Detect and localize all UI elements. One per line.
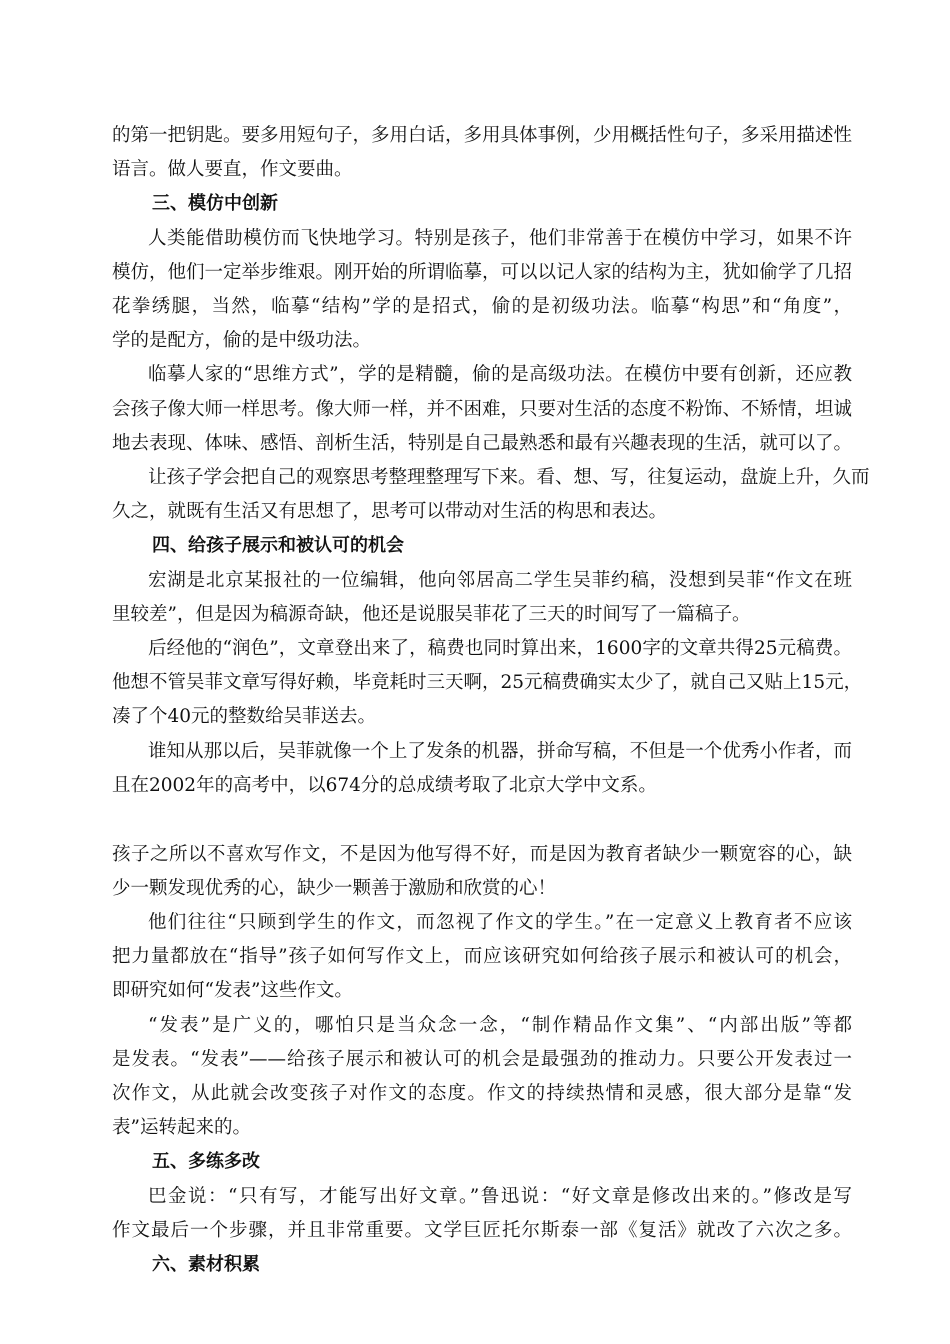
- paragraph-line: 是发表。“发表”——给孩子展示和被认可的机会是最强劲的推动力。只要公开发表过一: [112, 1049, 852, 1070]
- section-heading-4: 四、给孩子展示和被认可的机会: [152, 535, 404, 556]
- paragraph-line: 里较差”，但是因为稿源奇缺，他还是说服吴菲花了三天的时间写了一篇稿子。: [112, 604, 751, 625]
- paragraph-line: 且在2002年的高考中，以674分的总成绩考取了北京大学中文系。: [112, 775, 657, 796]
- paragraph-line: 地去表现、体味、感悟、剖析生活，特别是自己最熟悉和最有兴趣表现的生活，就可以了。: [112, 433, 853, 454]
- section-heading-3: 三、模仿中创新: [152, 193, 278, 214]
- paragraph-line: 后经他的“润色”，文章登出来了，稿费也同时算出来，1600字的文章共得25元稿费。: [148, 638, 852, 659]
- paragraph-line: 作文最后一个步骤，并且非常重要。文学巨匠托尔斯泰一部《复活》就改了六次之多。: [112, 1220, 852, 1241]
- paragraph-line: 他想不管吴菲文章写得好赖，毕竟耗时三天啊，25元稿费确实太少了，就自己又贴上15元，: [112, 672, 863, 693]
- paragraph-line: 花拳绣腿，当然，临摹“结构”学的是招式，偷的是初级功法。临摹“构思”和“角度”，: [112, 296, 852, 317]
- paragraph-line: 表”运转起来的。: [112, 1117, 251, 1138]
- paragraph-line: 学的是配方，偷的是中级功法。: [112, 330, 372, 351]
- paragraph-line: 巴金说：“只有写，才能写出好文章。”鲁迅说：“好文章是修改出来的。”修改是写: [148, 1186, 852, 1207]
- paragraph-line: 少一颗发现优秀的心，缺少一颗善于激励和欣赏的心！: [112, 878, 557, 899]
- section-heading-5: 五、多练多改: [152, 1151, 260, 1172]
- paragraph-line: 的第一把钥匙。要多用短句子，多用白话，多用具体事例，少用概括性句子，多采用描述性: [112, 125, 853, 146]
- paragraph-line: 人类能借助模仿而飞快地学习。特别是孩子，他们非常善于在模仿中学习，如果不许: [148, 228, 852, 249]
- paragraph-line: 模仿，他们一定举步维艰。刚开始的所谓临摹，可以以记人家的结构为主，犹如偷学了几招: [112, 262, 853, 283]
- paragraph-line: 孩子之所以不喜欢写作文，不是因为他写得不好，而是因为教育者缺少一颗宽容的心，缺: [112, 844, 852, 865]
- paragraph-line: 让孩子学会把自己的观察思考整理整理写下来。看、想、写，往复运动，盘旋上升，久而: [148, 467, 870, 488]
- paragraph-line: 久之，就既有生活又有思想了，思考可以带动对生活的构思和表达。: [112, 501, 668, 522]
- section-heading-6: 六、素材积累: [152, 1254, 260, 1275]
- paragraph-line: “发表”是广义的，哪怕只是当众念一念，“制作精品作文集”、“内部出版”等都: [148, 1015, 852, 1036]
- paragraph-line: 会孩子像大师一样思考。像大师一样，并不困难，只要对生活的态度不粉饰、不矫情，坦诚: [112, 399, 853, 420]
- paragraph-line: 即研究如何“发表”这些作文。: [112, 980, 353, 1001]
- paragraph-line: 临摹人家的“思维方式”，学的是精髓，偷的是高级功法。在模仿中要有创新，还应教: [148, 364, 852, 385]
- paragraph-line: 宏湖是北京某报社的一位编辑，他向邻居高二学生吴菲约稿，没想到吴菲“作文在班: [148, 570, 852, 591]
- paragraph-line: 谁知从那以后，吴菲就像一个上了发条的机器，拼命写稿，不但是一个优秀小作者，而: [148, 741, 852, 762]
- paragraph-line: 凑了个40元的整数给吴菲送去。: [112, 706, 377, 727]
- paragraph-line: 他们往往“只顾到学生的作文，而忽视了作文的学生。”在一定意义上教育者不应该: [148, 912, 852, 933]
- paragraph-line: 语言。做人要直，作文要曲。: [112, 159, 353, 180]
- paragraph-line: 次作文，从此就会改变孩子对作文的态度。作文的持续热情和灵感，很大部分是靠“发: [112, 1083, 852, 1104]
- paragraph-line: 把力量都放在“指导”孩子如何写作文上，而应该研究如何给孩子展示和被认可的机会，: [112, 946, 852, 967]
